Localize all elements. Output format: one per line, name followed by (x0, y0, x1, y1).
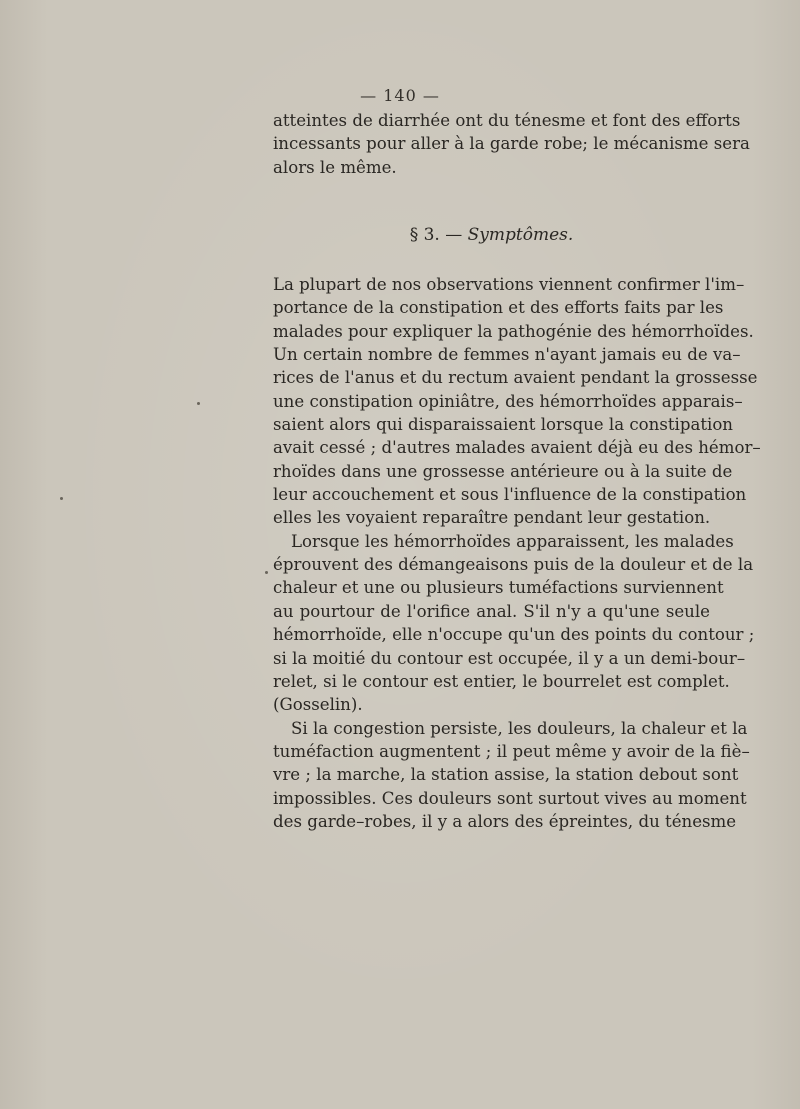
text-line: La plupart de nos observations viennent confirmer l'im– (273, 275, 745, 294)
text-line: hémorrhoïde, elle n'occupe qu'un des points du contour ; (273, 625, 755, 645)
top-paragraph (273, 109, 750, 179)
text-line: vre ; la marche, la station assise, la station debout sont (273, 765, 739, 785)
text-line: chaleur et une ou plusieurs tuméfactions surviennent (273, 578, 724, 598)
paper-speck (197, 402, 200, 405)
text-line: des garde–robes, il y a alors des épreintes, du ténesme (273, 811, 737, 831)
text-line: alors le même. (273, 157, 397, 177)
text-line: Un certain nombre de femmes n'ayant jamais eu de va– (273, 345, 741, 365)
section-heading (273, 225, 710, 245)
text-line: atteintes de diarrhée ont du ténesme et font des efforts (273, 111, 741, 130)
text-line: si la moitié du contour est occupée, il y a un demi-bour– (273, 648, 746, 668)
text-line: rices de l'anus et du rectum avaient pendant la grossesse (273, 368, 758, 388)
text-line: leur accouchement et sous l'influence de la constipation (273, 485, 747, 505)
text-line: rhoïdes dans une grossesse antérieure ou à la suite de (273, 461, 733, 481)
text-line: malades pour expliquer la pathogénie des hémorrhoïdes. (273, 321, 754, 341)
text-line: éprouvent des démangeaisons puis de la douleur et de la (273, 555, 754, 575)
paper-speck (265, 571, 268, 574)
section-title: Symptômes. (467, 225, 574, 245)
text-line: avait cessé ; d'autres malades avaient déjà eu des hémor– (273, 438, 761, 458)
text-line: une constipation opiniâtre, des hémorrhoïdes apparais– (273, 391, 743, 411)
text-line: portance de la constipation et des efforts faits par les (273, 298, 724, 318)
text-line: Lorsque les hémorrhoïdes apparaissent, les malades (291, 531, 734, 551)
section-number: § 3. — (409, 225, 463, 245)
text-line: relet, si le contour est entier, le bourrelet est complet. (273, 671, 730, 691)
text-line: (Gosselin). (273, 695, 363, 715)
text-line: elles les voyaient reparaître pendant leur gestation. (273, 508, 711, 528)
text-line: Si la congestion persiste, les douleurs, la chaleur et la (291, 718, 748, 738)
text-line: tuméfaction augmentent ; il peut même y avoir de la fiè– (273, 741, 750, 761)
text-line: impossibles. Ces douleurs sont surtout vives au moment (273, 788, 747, 808)
page-number: — 140 — (360, 86, 440, 105)
text-line: saient alors qui disparaissaient lorsque la constipation (273, 415, 733, 435)
paper-speck (60, 497, 63, 500)
main-text (273, 273, 761, 833)
text-line: au pourtour de l'orifice anal. S'il n'y a qu'une seule (273, 601, 710, 621)
text-line: incessants pour aller à la garde robe; le mécanisme sera (273, 134, 750, 154)
